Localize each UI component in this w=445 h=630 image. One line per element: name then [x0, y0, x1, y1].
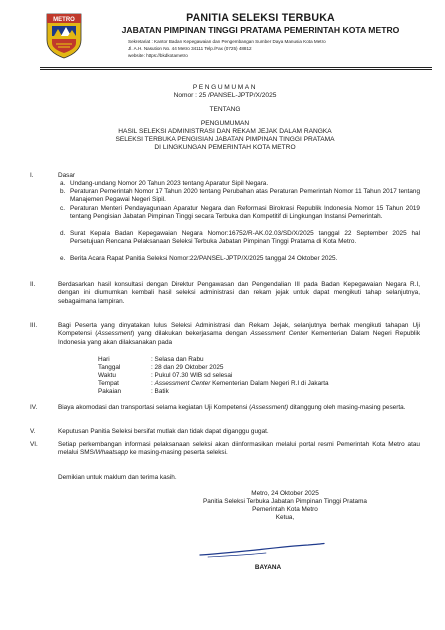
signature-line-1: Panitia Seleksi Terbuka Jabatan Pimpinan Tinggi Pratama — [202, 498, 367, 505]
schedule-label-place: Tempat — [98, 380, 119, 387]
header-divider-thin — [40, 69, 432, 70]
section-6-text: Setiap perkembangan informasi pelaksanaan seleksi akan diinformasikan melalui portal resmi Pemerintah Kota Metro atau melalui SMS/Whaatsapp ke masing-masing peserta seleksi. — [58, 441, 420, 457]
schedule-label-date: Tanggal — [98, 364, 121, 371]
metro-city-logo — [44, 12, 84, 60]
handwritten-signature — [196, 537, 326, 562]
subject-line-3: DI LINGKUNGAN PEMERINTAH KOTA METRO — [154, 144, 296, 151]
section-4-text: Biaya akomodasi dan transportasi selama kegiatan Uji Kompetensi (Assessment) ditanggung oleh masing-masing peserta. — [58, 404, 406, 411]
logo-label: METRO — [53, 17, 75, 23]
schedule-label-day: Hari — [98, 356, 110, 363]
secretariat-text: Sekretariat : Kantor Badan Kepegawaian dan Pengembangan Sumber Daya Manusia Kota Metro — [128, 39, 326, 44]
section-1-item: Peraturan Menteri Pendayagunaan Aparatur Negara dan Reformasi Birokrasi Republik Indonesia Nomor 15 Tahun 2019 tentang Pengisian Jabatan Pimpinan Tinggi secara Terbuka dan Kompetitif di Lingkungan Instansi Pemerintah. — [70, 205, 420, 221]
signature-line-2: Pemerintah Kota Metro — [252, 506, 318, 513]
section-1-mark: a. — [60, 180, 66, 187]
signature-line-3: Ketua, — [275, 514, 295, 521]
section-1-item: Berita Acara Rapat Panitia Seleksi Nomor:22/PANSEL-JPTP/X/2025 tanggal 24 Oktober 2025. — [70, 255, 338, 262]
letterhead-address — [128, 38, 428, 59]
section-1-mark: d. — [60, 230, 66, 237]
announcement-number: Nomor : 25 /PANSEL-JPTP/X/2025 — [173, 92, 277, 99]
signatory-name: BAYANA — [254, 564, 282, 571]
section-5-text: Keputusan Panitia Seleksi bersifat mutlak dan tidak dapat diganggu gugat. — [58, 428, 269, 435]
website-text: website: https://bkdkotametro — [128, 53, 188, 58]
closing-text: Demikian untuk maklum dan terima kasih. — [58, 474, 177, 481]
section-1-mark: c. — [60, 205, 65, 212]
section-1-mark: b. — [60, 188, 66, 195]
section-1-title: Dasar — [58, 172, 76, 179]
schedule-label-time: Waktu — [98, 372, 116, 379]
section-6-number: VI. — [30, 441, 38, 448]
schedule-label-attire: Pakaian — [98, 388, 122, 395]
section-1-item: Undang-undang Nomor 20 Tahun 2023 tentang Aparatur Sipil Negara. — [70, 180, 269, 187]
announcement-heading: PENGUMUMAN — [192, 84, 258, 91]
about-label: TENTANG — [209, 106, 241, 113]
position-name: JABATAN PIMPINAN TINGGI PRATAMA PEMERINTAH KOTA METRO — [121, 25, 400, 35]
section-2-text: Berdasarkan hasil konsultasi dengan Direktur Pengawasan dan Pengendalian III pada Badan Kepegawaian Negara R.I, dengan ini diumumkan kembali hasil seleksi administrasi dan rekam jejak untuk dapat mengikuti tahap selanjutnya, sebagaimana lampiran. — [58, 281, 420, 305]
section-5-number: V. — [30, 428, 36, 435]
schedule-value-day: : Selasa dan Rabu — [151, 356, 204, 363]
section-4-number: IV. — [30, 404, 38, 411]
letterhead — [88, 12, 433, 36]
subject-line-1: HASIL SELEKSI ADMINISTRASI DAN REKAM JEJAK DALAM RANGKA — [118, 128, 332, 135]
subject-heading: PENGUMUMAN — [200, 120, 250, 127]
header-divider — [40, 67, 432, 68]
schedule-value-place: : Assessment Center Kementerian Dalam Negeri R.I di Jakarta — [151, 380, 329, 387]
section-3-number: III. — [30, 322, 38, 329]
committee-name: PANITIA SELEKSI TERBUKA — [186, 12, 335, 24]
signature-place-date: Metro, 24 Oktober 2025 — [251, 490, 319, 497]
section-1-item: Peraturan Pemerintah Nomor 17 Tahun 2020 tentang Perubahan atas Peraturan Pemerintah Nomor 11 Tahun 2017 tentang Manajemen Pegawai Negeri Sipil. — [70, 188, 420, 204]
section-1-number: I. — [30, 172, 34, 179]
section-2-number: II. — [30, 281, 36, 288]
schedule-value-date: : 28 dan 29 Oktober 2025 — [151, 364, 224, 371]
section-1-mark: e. — [60, 255, 66, 262]
schedule-value-attire: : Batik — [151, 388, 169, 395]
section-1-item: Surat Kepala Badan Kepegawaian Negara Nomor:16752/R-AK.02.03/SD/X/2025 tanggal 22 September 2025 hal Persetujuan Rencana Pelaksanaan Seleksi Terbuka Jabatan Pimpinan Tinggi Pratama di Kota Metro. — [70, 230, 420, 246]
subject-line-2: SELEKSI TERBUKA PENGISIAN JABATAN PIMPINAN TINGGI PRATAMA — [115, 136, 335, 143]
address-text: Jl. A.H. Nasution No. 44 Metro 34111 Telp./Fax (0725) 48812 — [128, 46, 252, 51]
section-3-text: Bagi Peserta yang dinyatakan lulus Seleksi Administrasi dan Rekam Jejak, selanjutnya berhak mengikuti tahapan Uji Kompetensi (Assessment) yang dilakukan bekerjasama dengan Assessment Center Kementerian Dalam Negeri Republik Indonesia yang akan dilaksanakan pada — [58, 322, 421, 346]
schedule-value-time: : Pukul 07.30 WIB sd selesai — [151, 372, 233, 379]
